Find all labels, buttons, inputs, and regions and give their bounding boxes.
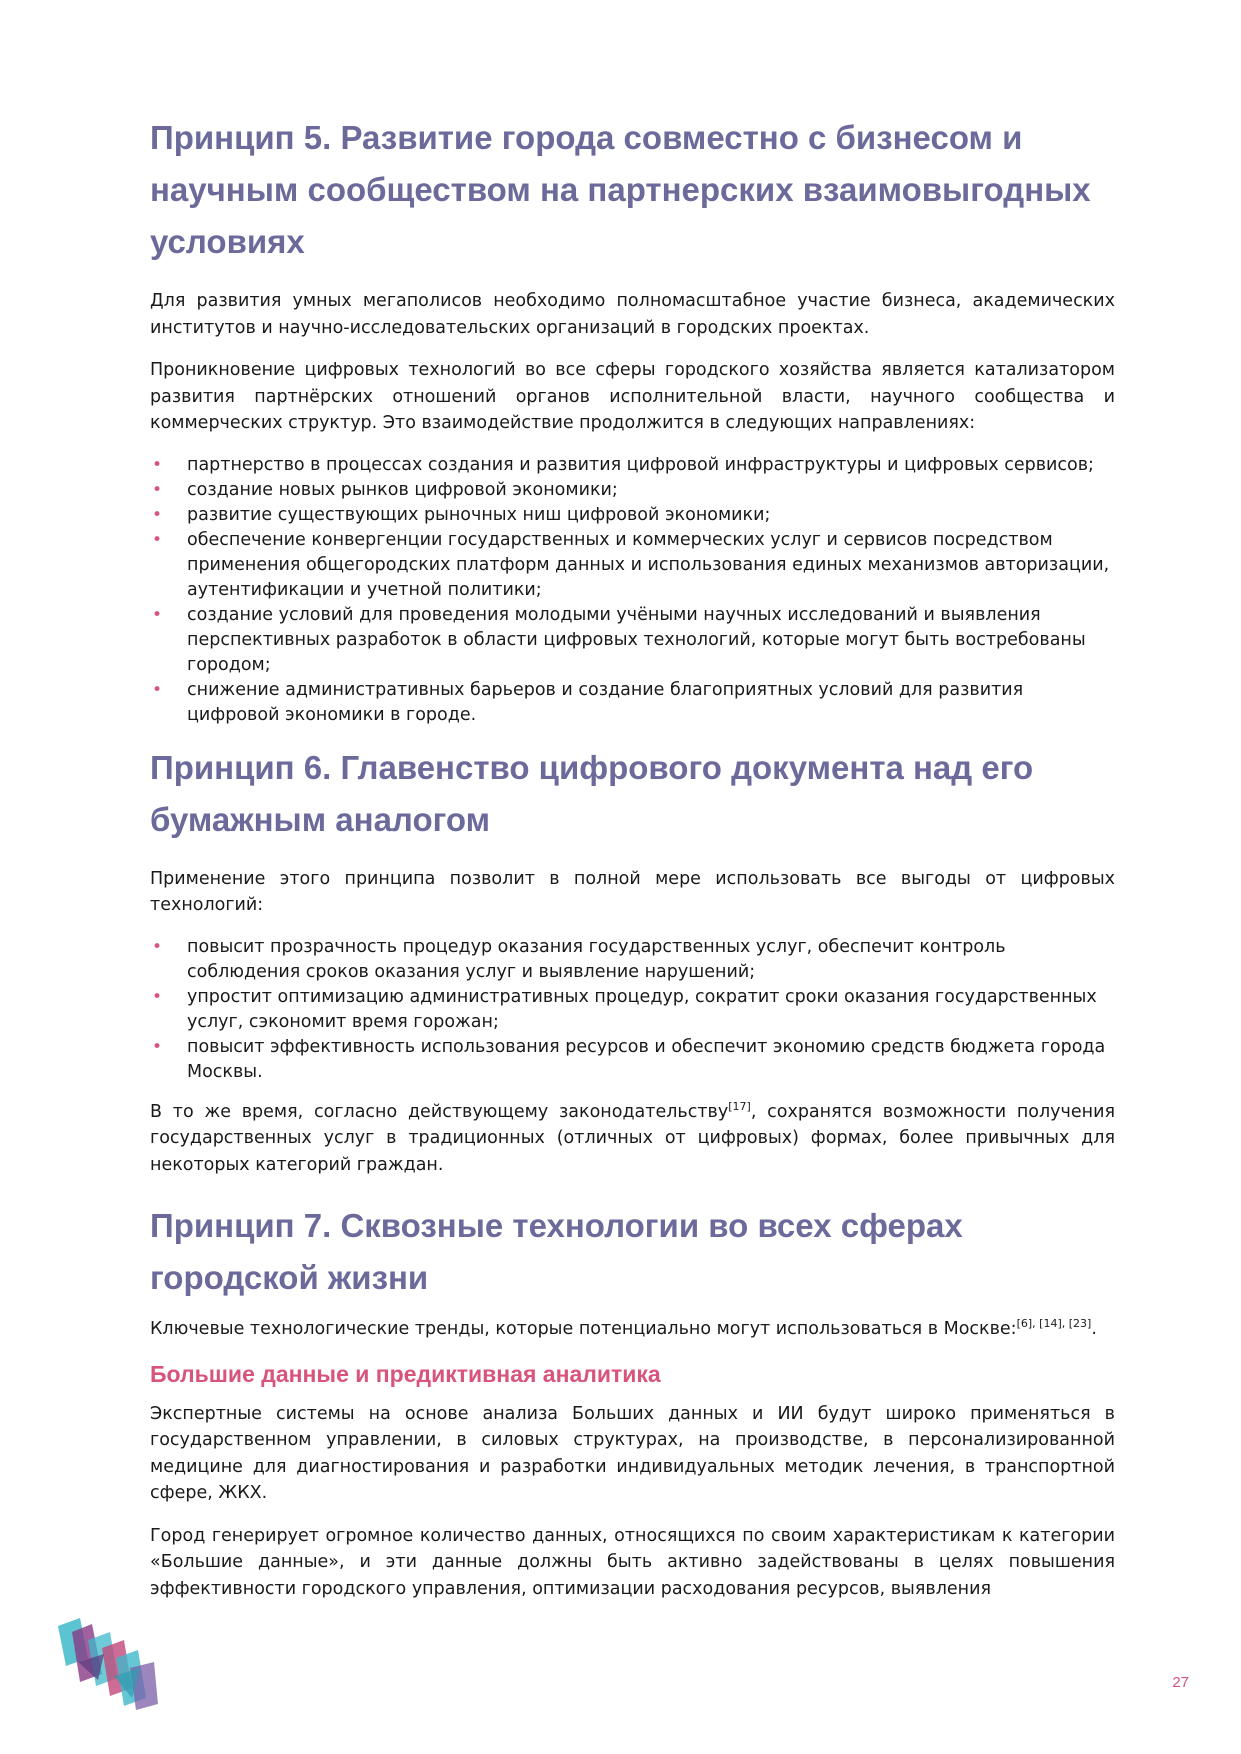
principle5-paragraph-1: Для развития умных мегаполисов необходимо полномасштабное участие бизнеса, академических институтов и научно-исследовательских организаций в городских проектах. bbox=[150, 291, 1115, 338]
principle7-heading: Принцип 7. Сквозные технологии во всех сферах городской жизни bbox=[150, 1207, 963, 1296]
principle7-paragraph-1: Экспертные системы на основе анализа Больших данных и ИИ будут широко применяться в государственном управлении, в силовых структурах, на производстве, в персонализированной медицине для диагностирования и разработки индивидуальных методик лечения, в транспортной сфере, ЖКХ. bbox=[150, 1403, 1115, 1503]
list-item-text: упростит оптимизацию административных процедур, сократит сроки оказания государственных услуг, сэкономит время горожан; bbox=[187, 986, 1097, 1032]
list-item bbox=[150, 503, 1115, 528]
intro-end: . bbox=[1091, 1319, 1097, 1339]
list-item-text: повысит эффективность использования ресурсов и обеспечит экономию средств бюджета города Москвы. bbox=[187, 1036, 1106, 1082]
list-item-text: создание новых рынков цифровой экономики; bbox=[187, 479, 618, 500]
list-item bbox=[150, 985, 1115, 1035]
bullet-icon: • bbox=[152, 454, 163, 475]
principle5-paragraph-2: Проникновение цифровых технологий во все сферы городского хозяйства является катализатором развития партнёрских отношений органов исполнительной власти, научного сообщества и коммерческих структур. Это взаимодействие продолжится в следующих направлениях: bbox=[150, 360, 1115, 433]
list-item bbox=[150, 453, 1115, 478]
bullet-icon: • bbox=[152, 1036, 163, 1057]
list-item bbox=[150, 935, 1115, 985]
principle7-intro bbox=[150, 1316, 1115, 1343]
page-number: 27 bbox=[1172, 1674, 1189, 1691]
list-item-text: снижение административных барьеров и создание благоприятных условий для развития цифровой экономики в городе. bbox=[187, 679, 1024, 725]
principle7-paragraph-2: Город генерирует огромное количество данных, относящихся по своим характеристикам к категории «Большие данные», и эти данные должны быть активно задействованы в целях повышения эффективности городского управления, оптимизации расходования ресурсов, выявления bbox=[150, 1525, 1115, 1599]
principle5-heading: Принцип 5. Развитие города совместно с бизнесом и научным сообществом на партнерских взаимовыгодных условиях bbox=[150, 119, 1091, 260]
list-item-text: создание условий для проведения молодыми учёными научных исследований и выявления перспективных разработок в области цифровых технологий, которые могут быть востребованы городом; bbox=[187, 604, 1086, 675]
list-item bbox=[150, 1035, 1115, 1085]
closing-text-end: , сохранятся возможности получения государственных услуг в традиционных (отличных от цифровых) формах, более привычных для некоторых категорий граждан. bbox=[150, 1101, 1115, 1175]
bullet-icon: • bbox=[152, 604, 163, 625]
list-item bbox=[150, 528, 1115, 603]
bullet-icon: • bbox=[152, 479, 163, 500]
reference-list[interactable]: [6], [14], [23] bbox=[1016, 1317, 1092, 1331]
list-item-text: обеспечение конвергенции государственных и коммерческих услуг и сервисов посредством применения общегородских платформ данных и использования единых механизмов авторизации, аутентификации и учетной политики; bbox=[187, 529, 1110, 600]
principle6-heading: Принцип 6. Главенство цифрового документа над его бумажным аналогом bbox=[150, 748, 1034, 838]
list-item-text: повысит прозрачность процедур оказания государственных услуг, обеспечит контроль соблюдения сроков оказания услуг и выявление нарушений; bbox=[187, 936, 1006, 982]
bullet-icon: • bbox=[152, 504, 163, 525]
logo-icon bbox=[58, 1618, 158, 1710]
closing-text-start: В то же время, согласно действующему законодательству bbox=[150, 1101, 729, 1122]
list-item-text: развитие существующих рыночных ниш цифровой экономики; bbox=[187, 504, 771, 525]
bullet-icon: • bbox=[152, 529, 163, 550]
list-item bbox=[150, 678, 1115, 728]
principle5-bullet-list bbox=[150, 453, 1115, 728]
principle6-bullet-list bbox=[150, 935, 1115, 1085]
bullet-icon: • bbox=[152, 986, 163, 1007]
list-item bbox=[150, 478, 1115, 503]
principle6-intro: Применение этого принципа позволит в полной мере использовать все выгоды от цифровых технологий: bbox=[150, 868, 1115, 915]
list-item-text: партнерство в процессах создания и развития цифровой инфраструктуры и цифровых сервисов; bbox=[187, 454, 1094, 475]
principle6-closing-paragraph bbox=[150, 1099, 1115, 1179]
intro-text: Ключевые технологические тренды, которые потенциально могут использоваться в Москве: bbox=[150, 1319, 1017, 1339]
big-data-subheading: Большие данные и предиктивная аналитика bbox=[150, 1360, 661, 1387]
reference-17[interactable]: [17] bbox=[728, 1099, 751, 1113]
page-content bbox=[150, 112, 1115, 1618]
bullet-icon: • bbox=[152, 936, 163, 957]
list-item bbox=[150, 603, 1115, 678]
bullet-icon: • bbox=[152, 679, 163, 700]
